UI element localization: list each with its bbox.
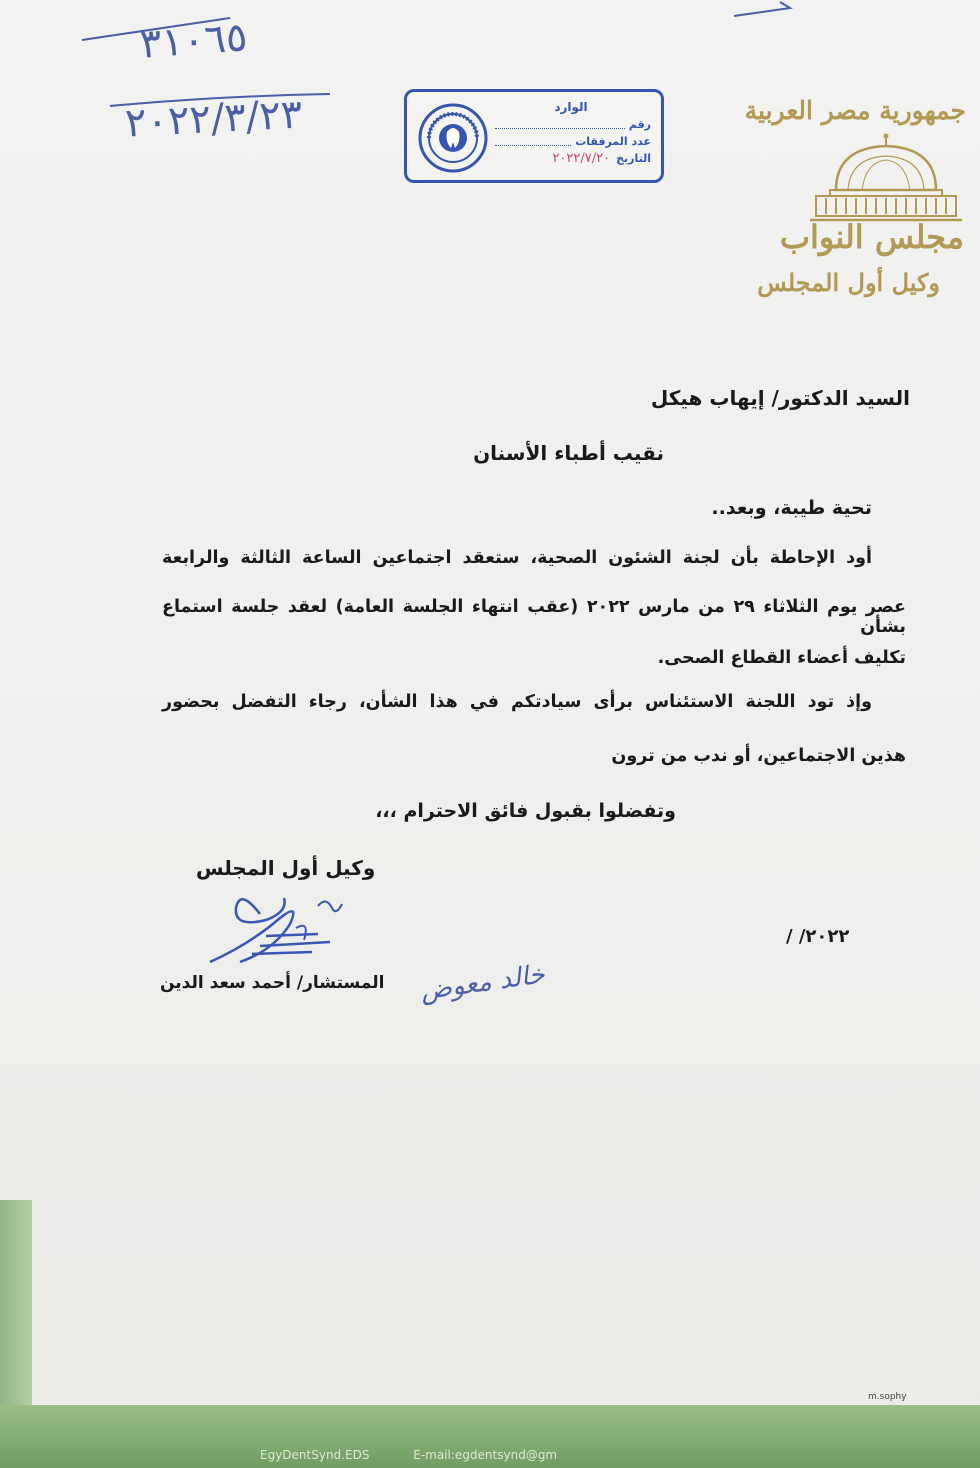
- header-office: وكيل أول المجلس: [757, 268, 940, 297]
- handwritten-reference-number: ٣١٠٦٥: [138, 14, 249, 68]
- handwritten-reference-date: ٢٠٢٢/٣/٢٣: [123, 91, 304, 147]
- handwritten-annotation-name: خالد معوض: [418, 959, 547, 1007]
- stamp-number-label: رقم: [628, 118, 651, 131]
- stamp-date-row: [491, 150, 651, 167]
- syndicate-seal-icon: [417, 102, 489, 174]
- stamp-dots: [495, 120, 625, 129]
- addressee-title: نقيب أطباء الأسنان: [473, 441, 664, 465]
- stamp-title: الوارد: [554, 100, 588, 114]
- handwritten-signature: [200, 884, 360, 974]
- footer-email: E-mail:egdentsynd@gm: [413, 1448, 558, 1462]
- signatory-title: وكيل أول المجلس: [196, 856, 376, 880]
- header-republic: جمهورية مصر العربية: [744, 96, 966, 125]
- stamp-attachments-label: عدد المرفقات: [575, 135, 651, 148]
- stamp-date-label: التاريخ: [616, 152, 651, 165]
- stamp-attachments-row: [491, 133, 651, 150]
- closing-line: وتفضلوا بقبول فائق الاحترام ،،،: [375, 800, 676, 822]
- handwritten-mark-top: [730, 0, 800, 22]
- paragraph-line: هذين الاجتماعين، أو ندب من ترون: [611, 746, 906, 766]
- paragraph-line: عصر يوم الثلاثاء ٢٩ من مارس ٢٠٢٢ (عقب انتهاء الجلسة العامة) لعقد جلسة استماع بشأن: [162, 597, 906, 637]
- footer-contact: [260, 1448, 980, 1468]
- stamp-number-row: [491, 116, 651, 133]
- greeting: تحية طيبة، وبعد..: [711, 497, 872, 519]
- letter-date: / /٢٠٢٢: [786, 926, 850, 947]
- stamp-date-value: ٢٠٢٢/٧/٢٠: [552, 151, 611, 166]
- signatory-name: المستشار/ أحمد سعد الدين: [160, 973, 385, 993]
- addressee-name: السيد الدكتور/ إيهاب هيكل: [650, 386, 910, 410]
- parliament-dome-icon: [806, 132, 966, 224]
- paragraph-line: تكليف أعضاء القطاع الصحى.: [657, 648, 906, 668]
- incoming-stamp: [404, 89, 664, 183]
- header-parliament: مجلس النواب: [779, 218, 964, 256]
- facebook-handle: EgyDentSynd.EDS: [260, 1448, 370, 1462]
- stamp-dots: [495, 137, 571, 146]
- paragraph-line: أود الإحاطة بأن لجنة الشئون الصحية، ستعقد اجتماعين الساعة الثالثة والرابعة: [162, 548, 872, 568]
- tiny-mark: m.sophy: [868, 1392, 907, 1402]
- paragraph-line: وإذ تود اللجنة الاستئناس برأى سيادتكم في هذا الشأن، رجاء التفضل بحضور: [162, 692, 872, 712]
